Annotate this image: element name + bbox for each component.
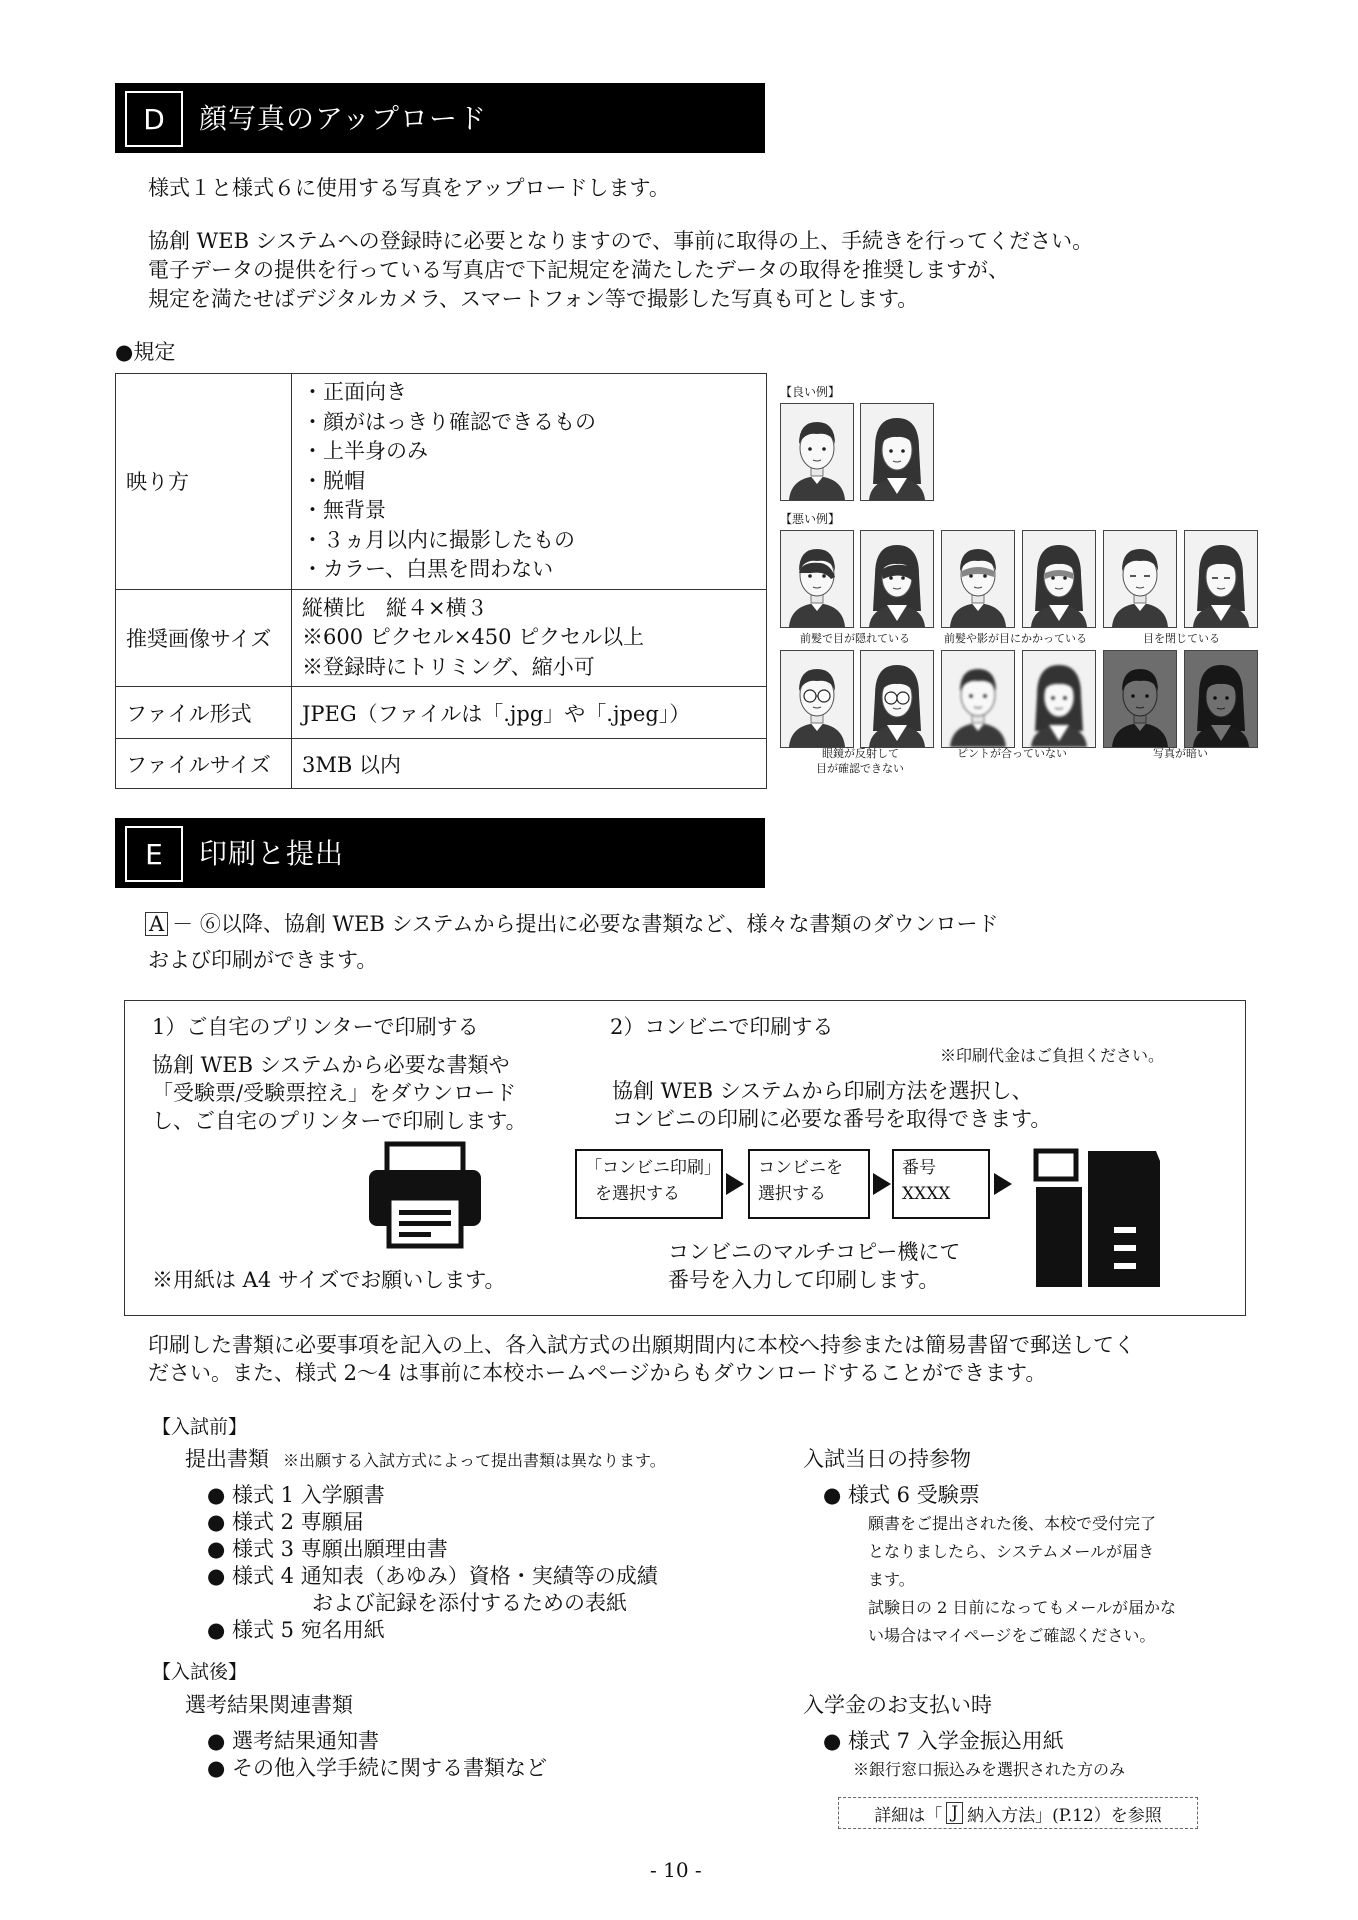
printer-icon <box>365 1140 485 1250</box>
section-d-title: 顔写真のアップロード <box>199 102 488 135</box>
photo-spec-table <box>115 373 767 789</box>
payment-note: ※銀行窓口振込みを選択された方のみ <box>853 1760 1126 1779</box>
spec-filesize-value: 3MB 以内 <box>292 739 767 789</box>
caption-dark: 写真が暗い <box>1153 747 1208 760</box>
spec-size-item: 縦横比 縦４×横３ <box>302 595 488 620</box>
spec-appearance-item: ・上半身のみ <box>302 439 428 463</box>
spec-appearance-list <box>292 374 767 590</box>
spec-appearance-item: ・顔がはっきり確認できるもの <box>302 409 596 434</box>
after-exam-item: ● その他入学手続に関する書類など <box>207 1756 547 1780</box>
good-example-label: 【良い例】 <box>780 385 841 399</box>
after-exam-sub: 選考結果関連書類 <box>185 1693 353 1717</box>
exam-day-item: ● 様式 6 受験票 <box>823 1483 980 1507</box>
form-item: ● 様式 1 入学願書 <box>207 1483 385 1507</box>
conv-print-line-1: 協創 WEB システムから印刷方法を選択し、 <box>612 1079 1033 1103</box>
spec-appearance-item: ・３ヵ月以内に撮影したもの <box>302 527 575 552</box>
section-j-reference-box: J <box>946 1802 963 1824</box>
payment-heading: 入学金のお支払い時 <box>803 1693 992 1717</box>
before-exam-sub-note: ※出願する入試方式によって提出書類は異なります。 <box>283 1451 666 1470</box>
spec-size-list <box>292 589 767 687</box>
form-item-continued: および記録を添付するための表紙 <box>207 1591 627 1615</box>
home-print-title: 1）ご自宅のプリンターで印刷する <box>152 1015 479 1039</box>
form-item: ● 様式 3 専願出願理由書 <box>207 1537 448 1561</box>
spec-key-appearance: 映り方 <box>116 374 292 590</box>
bad-dark-boy-photo <box>1103 650 1177 748</box>
section-e-header <box>115 818 765 888</box>
bad-dark-girl-photo <box>1184 650 1258 748</box>
spec-appearance-item: ・正面向き <box>302 380 407 404</box>
section-e-letter: E <box>125 826 183 882</box>
exam-day-note-4: 試験日の 2 日前になってもメールが届かな <box>868 1598 1177 1617</box>
exam-day-note-2: となりましたら、システムメールが届き <box>868 1542 1155 1561</box>
payment-reference-post: 納入方法」(P.12）を参照 <box>967 1805 1162 1826</box>
flow-step-2-line-1: コンビニを <box>758 1158 843 1178</box>
exam-day-note-5: い場合はマイページをご確認ください。 <box>868 1626 1156 1645</box>
spec-size-item: ※登録時にトリミング、縮小可 <box>302 654 595 679</box>
section-e-intro-line-1 <box>145 909 998 939</box>
good-example-girl-photo <box>860 403 934 501</box>
bad-example-label: 【悪い例】 <box>780 512 841 526</box>
conv-print-bottom-2: 番号を入力して印刷します。 <box>668 1268 940 1292</box>
payment-reference <box>838 1797 1198 1829</box>
spec-appearance-item: ・脱帽 <box>302 468 365 493</box>
section-e-title: 印刷と提出 <box>199 837 345 870</box>
before-exam-heading: 【入試前】 <box>152 1416 248 1438</box>
spec-key-filesize: ファイルサイズ <box>116 739 292 789</box>
home-print-line-2: 「受験票/受験票控え」をダウンロード <box>152 1081 517 1105</box>
section-a-reference-box: A <box>145 912 168 936</box>
section-d-para-3: 規定を満たせばデジタルカメラ、スマートフォン等で撮影した写真も可とします。 <box>148 287 919 311</box>
after-exam-item: ● 選考結果通知書 <box>207 1729 379 1753</box>
rules-heading: ●規定 <box>115 340 176 364</box>
spec-key-format: ファイル形式 <box>116 687 292 739</box>
flow-arrow-3 <box>994 1173 1012 1195</box>
form-item: ● 様式 5 宛名用紙 <box>207 1618 385 1642</box>
conv-print-bottom-1: コンビニのマルチコピー機にて <box>668 1240 961 1264</box>
caption-shadow: 前髪や影が目にかかっている <box>944 632 1087 645</box>
caption-eyes-closed: 目を閉じている <box>1143 632 1220 645</box>
multi-copy-machine-icon <box>1032 1147 1164 1287</box>
bad-shadow-boy-photo <box>941 530 1015 628</box>
section-e-intro-text: － ⑥以降、協創 WEB システムから提出に必要な書類など、様々な書類のダウンロード <box>172 912 999 936</box>
home-print-line-1: 協創 WEB システムから必要な書類や <box>152 1053 510 1077</box>
spec-format-value: JPEG（ファイルは「.jpg」や「.jpeg」） <box>292 687 767 739</box>
conv-print-fee-note: ※印刷代金はご負担ください。 <box>940 1046 1165 1065</box>
home-print-paper-note: ※用紙は A4 サイズでお願いします。 <box>152 1268 506 1292</box>
bad-glasses-boy-photo <box>780 650 854 748</box>
good-example-boy-photo <box>780 403 854 501</box>
form-item: ● 様式 4 通知表（あゆみ）資格・実績等の成績 <box>207 1564 658 1588</box>
spec-appearance-item: ・無背景 <box>302 498 386 522</box>
payment-item: ● 様式 7 入学金振込用紙 <box>823 1729 1064 1753</box>
section-d-para-2: 電子データの提供を行っている写真店で下記規定を満たしたデータの取得を推奨しますが、 <box>148 258 1009 282</box>
after-exam-heading: 【入試後】 <box>152 1661 248 1683</box>
exam-day-heading: 入試当日の持参物 <box>803 1447 971 1471</box>
before-exam-sub-title: 提出書類 <box>185 1447 269 1471</box>
flow-step-3-line-1: 番号 <box>902 1158 936 1178</box>
spec-appearance-item: ・カラー、白黒を問わない <box>302 557 554 581</box>
form-item: ● 様式 2 専願届 <box>207 1510 364 1534</box>
caption-blur: ピントが合っていない <box>957 747 1067 760</box>
flow-step-select-conv-print <box>575 1149 723 1219</box>
exam-day-note-1: 願書をご提出された後、本校で受付完了 <box>868 1514 1157 1533</box>
before-exam-sub <box>185 1446 666 1474</box>
caption-bangs: 前髪で目が隠れている <box>800 632 910 645</box>
flow-step-2-line-2: 選択する <box>758 1184 826 1204</box>
bad-shadow-girl-photo <box>1022 530 1096 628</box>
flow-step-select-store <box>748 1149 870 1219</box>
spec-key-size: 推奨画像サイズ <box>116 589 292 687</box>
caption-glasses-2: 目が確認できない <box>816 762 904 775</box>
flow-arrow-2 <box>873 1173 891 1195</box>
bad-eyes-closed-boy-photo <box>1103 530 1177 628</box>
spec-size-item: ※600 ピクセル×450 ピクセル以上 <box>302 625 645 649</box>
submission-line-1: 印刷した書類に必要事項を記入の上、各入試方式の出願期間内に本校へ持参または簡易書留で郵送してく <box>148 1333 1135 1357</box>
bad-bangs-boy-photo <box>780 530 854 628</box>
conv-print-line-2: コンビニの印刷に必要な番号を取得できます。 <box>612 1107 1052 1131</box>
exam-day-note-3: ます。 <box>868 1570 915 1589</box>
bad-eyes-closed-girl-photo <box>1184 530 1258 628</box>
flow-step-1-line-1: 「コンビニ印刷」 <box>585 1158 721 1178</box>
page-number: - 10 - <box>650 1858 702 1882</box>
conv-print-title: 2）コンビニで印刷する <box>610 1015 834 1039</box>
caption-glasses-1: 眼鏡が反射して <box>822 747 899 760</box>
section-d-intro: 様式１と様式６に使用する写真をアップロードします。 <box>148 176 670 200</box>
bad-glasses-girl-photo <box>860 650 934 748</box>
flow-step-1-line-2: を選択する <box>595 1184 680 1204</box>
bad-bangs-girl-photo <box>860 530 934 628</box>
section-e-intro-line-2: および印刷ができます。 <box>148 948 378 972</box>
submission-line-2: ださい。また、様式 2～4 は事前に本校ホームページからもダウンロードすることができます。 <box>148 1361 1047 1385</box>
section-d-para-1: 協創 WEB システムへの登録時に必要となりますので、事前に取得の上、手続きを行ってください。 <box>148 229 1094 253</box>
bad-blur-girl-photo <box>1022 650 1096 748</box>
flow-arrow-1 <box>726 1173 744 1195</box>
section-d-letter: D <box>125 91 183 147</box>
payment-reference-pre: 詳細は「 <box>874 1805 943 1826</box>
bad-blur-boy-photo <box>941 650 1015 748</box>
flow-step-number <box>892 1149 990 1219</box>
section-d-header <box>115 83 765 153</box>
home-print-line-3: し、ご自宅のプリンターで印刷します。 <box>152 1109 527 1133</box>
flow-step-3-line-2: XXXX <box>902 1184 951 1204</box>
